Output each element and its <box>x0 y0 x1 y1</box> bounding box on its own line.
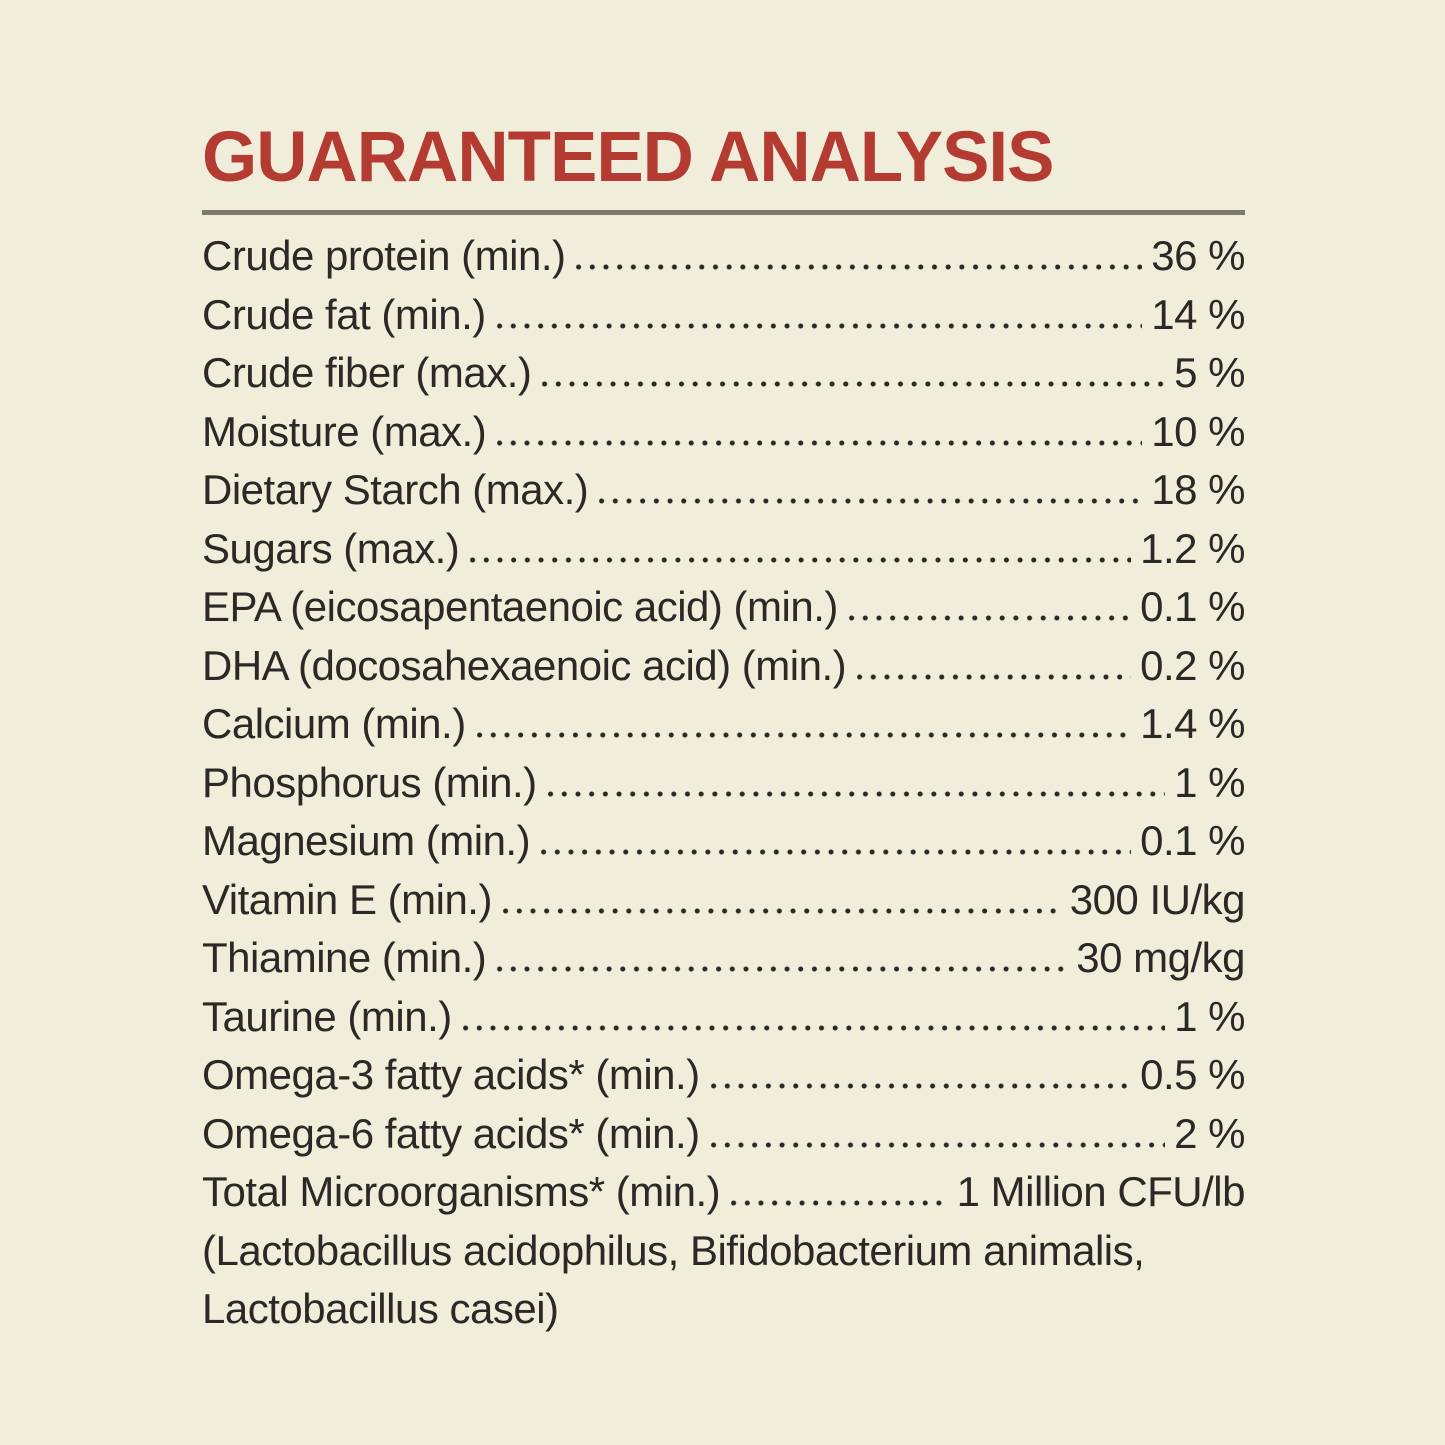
analysis-row <box>202 286 1245 345</box>
dot-leader <box>463 1025 1165 1031</box>
analysis-row <box>202 988 1245 1047</box>
analysis-row <box>202 461 1245 520</box>
nutrient-value: 1.2 % <box>1140 524 1245 572</box>
nutrient-label: Taurine (min.) <box>202 992 452 1040</box>
analysis-row <box>202 578 1245 637</box>
nutrient-label: Calcium (min.) <box>202 700 466 747</box>
panel-title: GUARANTEED ANALYSIS <box>202 118 1054 197</box>
dot-leader <box>497 323 1143 329</box>
nutrient-label: Magnesium (min.) <box>202 817 531 864</box>
nutrient-label: Phosphorus (min.) <box>202 758 537 806</box>
dot-leader <box>497 440 1142 446</box>
analysis-row <box>202 403 1245 462</box>
dot-leader <box>503 908 1061 914</box>
dot-leader <box>857 674 1131 680</box>
nutrient-value: 5 % <box>1174 349 1245 396</box>
analysis-row <box>202 871 1245 930</box>
nutrient-value: 0.1 % <box>1140 817 1245 864</box>
dot-leader <box>470 557 1131 563</box>
footnote-line: Lactobacillus casei) <box>202 1285 559 1332</box>
nutrient-label: EPA (eicosapentaenoic acid) (min.) <box>202 583 838 630</box>
analysis-row <box>202 754 1245 813</box>
dot-leader <box>576 264 1142 270</box>
nutrient-label: Total Microorganisms* (min.) <box>202 1168 721 1215</box>
nutrient-label: Sugars (max.) <box>202 524 460 572</box>
dot-leader <box>541 849 1131 855</box>
nutrient-value: 1.4 % <box>1140 700 1245 747</box>
dot-leader <box>599 498 1142 504</box>
analysis-row <box>202 1046 1245 1105</box>
nutrient-label: Dietary Starch (max.) <box>202 466 589 513</box>
nutrient-value: 10 % <box>1151 407 1245 455</box>
dot-leader <box>849 615 1131 621</box>
dot-leader <box>548 791 1165 797</box>
nutrient-label: Omega-6 fatty acids* (min.) <box>202 1109 700 1157</box>
nutrient-label: Moisture (max.) <box>202 407 487 455</box>
nutrient-label: DHA (docosahexaenoic acid) (min.) <box>202 641 847 689</box>
dot-leader <box>497 966 1067 972</box>
nutrient-value: 1 Million CFU/lb <box>956 1168 1245 1215</box>
analysis-row <box>202 812 1245 871</box>
nutrient-value: 14 % <box>1151 290 1245 338</box>
analysis-row <box>202 227 1245 286</box>
analysis-row <box>202 520 1245 579</box>
analysis-row <box>202 695 1245 754</box>
nutrient-value: 30 mg/kg <box>1076 934 1245 981</box>
microorganisms-footnote <box>202 1222 1245 1339</box>
nutrient-label: Crude fat (min.) <box>202 290 486 338</box>
nutrient-value: 36 % <box>1151 232 1245 279</box>
nutrient-value: 300 IU/kg <box>1069 875 1245 923</box>
analysis-table <box>202 227 1245 1222</box>
nutrient-label: Omega-3 fatty acids* (min.) <box>202 1051 700 1098</box>
nutrient-label: Crude fiber (max.) <box>202 349 532 396</box>
nutrient-value: 1 % <box>1174 758 1245 806</box>
dot-leader <box>542 381 1165 387</box>
nutrient-value: 0.1 % <box>1140 583 1245 630</box>
nutrient-value: 0.5 % <box>1140 1051 1245 1098</box>
title-divider <box>202 210 1245 215</box>
dot-leader <box>711 1142 1165 1148</box>
dot-leader <box>477 732 1131 738</box>
analysis-row <box>202 344 1245 403</box>
nutrient-value: 18 % <box>1151 466 1245 513</box>
nutrient-value: 2 % <box>1174 1109 1245 1157</box>
nutrient-label: Vitamin E (min.) <box>202 875 492 923</box>
footnote-line: (Lactobacillus acidophilus, Bifidobacterium animalis, <box>202 1226 1145 1274</box>
dot-leader <box>711 1083 1131 1089</box>
analysis-row <box>202 929 1245 988</box>
nutrient-label: Crude protein (min.) <box>202 232 566 279</box>
nutrient-value: 1 % <box>1174 992 1245 1040</box>
analysis-row <box>202 637 1245 696</box>
analysis-row <box>202 1163 1245 1222</box>
nutrient-label: Thiamine (min.) <box>202 934 487 981</box>
analysis-row <box>202 1105 1245 1164</box>
nutrient-value: 0.2 % <box>1140 641 1245 689</box>
dot-leader <box>731 1200 947 1206</box>
